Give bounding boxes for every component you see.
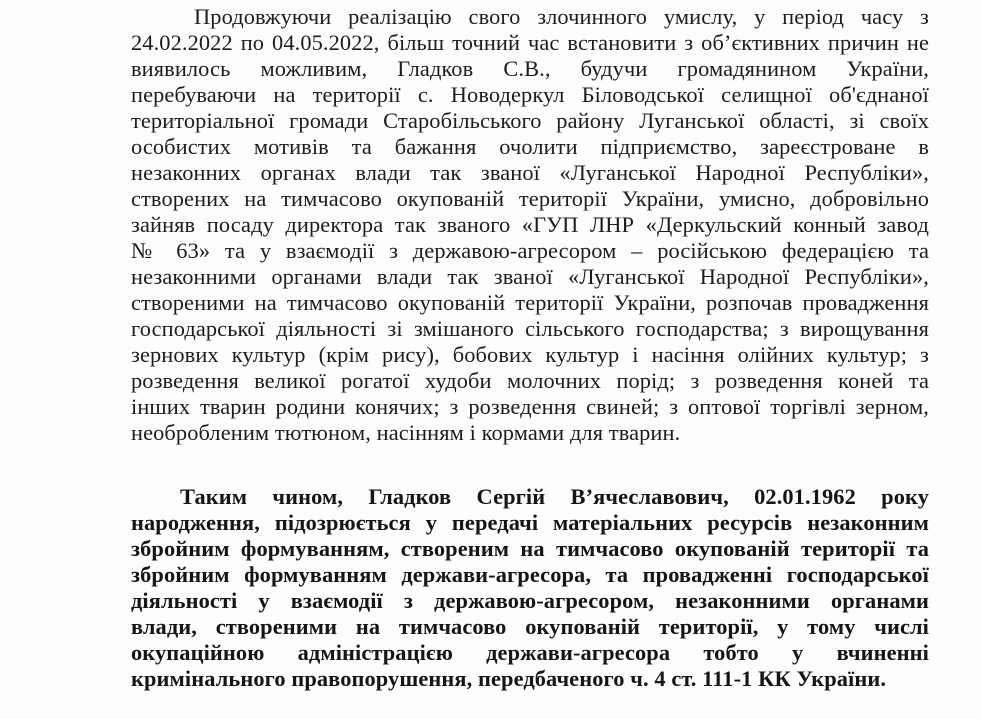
text-line: перебуваючи на території с. Новодеркул Біловодської селищної об'єднаної [131,82,929,107]
text-line: 24.02.2022 по 04.05.2022, більш точний час встановити з об’єктивних причин не [131,30,929,55]
text-line-bold: діяльності у взаємодії з державою-агресором, незаконними органами [131,588,929,613]
text-line: зернових культур (крім рису), бобових культур і насіння олійних культур; з [131,342,929,367]
text-line-bold: окупаційною адміністрацією держави-агресора тобто у вчиненні [131,640,929,665]
text-line-bold: влади, створеними на тимчасово окупованій території, у тому числі [131,614,929,639]
text-line: розведення великої рогатої худоби молочних порід; з розведення коней та [131,368,929,393]
text-line: господарської діяльності зі змішаного сільського господарства; з вирощування [131,316,929,341]
text-line: Продовжуючи реалізацію свого злочинного умислу, у період часу з [194,4,929,29]
text-line-bold: збройним формуванням, створеним на тимчасово окупованій території та [131,536,929,561]
text-line: необробленим тютюном, насінням і кормами для тварин. [131,420,681,445]
text-line: № 63» та у взаємодії з державою-агресором – російською федерацією та [131,238,929,263]
text-line: незаконних органах влади так званої «Луганської Народної Республіки», [131,160,929,185]
text-line: інших тварин родини конячих; з розведення свиней; з оптової торгівлі зерном, [131,394,929,419]
text-line: особистих мотивів та бажання очолити підприємство, зареєстроване в [131,134,929,159]
text-line: створених на тимчасово окупованій території України, умисно, добровільно [131,186,929,211]
text-line: територіальної громади Старобільського району Луганської області, зі своїх [131,108,929,133]
text-line-bold: народження, підозрюється у передачі матеріальних ресурсів незаконним [131,510,929,535]
text-line-bold: кримінального правопорушення, передбаченого ч. 4 ст. 111-1 КК України. [131,666,887,691]
text-line-bold: збройним формуванням держави-агресора, та провадженні господарської [131,562,929,587]
text-line-bold: Таким чином, Гладков Сергій В’ячеславович, 02.01.1962 року [180,484,929,509]
text-line: виявилось можливим, Гладков С.В., будучи громадянином України, [131,56,929,81]
text-line: незаконними органами влади так званої «Луганської Народної Республіки», [131,264,929,289]
text-line: зайняв посаду директора так званого «ГУП ЛНР «Деркульский конный завод [131,212,929,237]
text-line: створеними на тимчасово окупованій території України, розпочав провадження [131,290,929,315]
